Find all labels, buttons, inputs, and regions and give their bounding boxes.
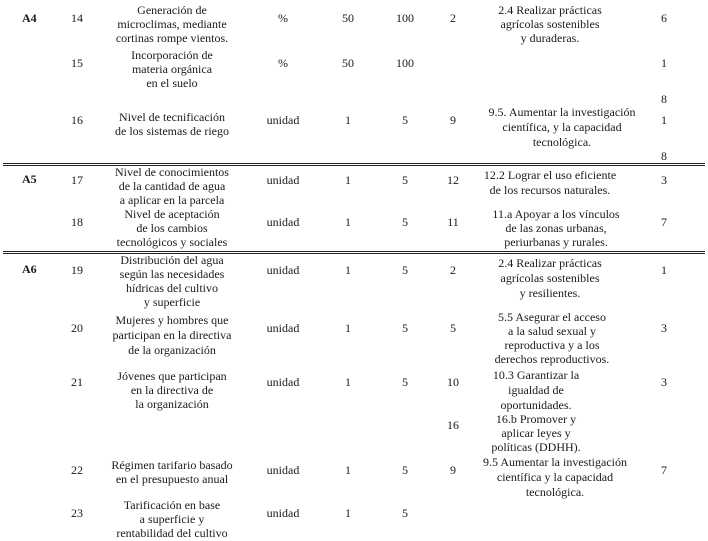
ods-target-line: 16.b Promover y (495, 412, 577, 426)
indicator-line: y superficie (143, 295, 201, 309)
score-value: 8 (661, 92, 667, 106)
max-value: 100 (396, 56, 414, 70)
section-rule-a6 (3, 251, 705, 254)
score-value: 7 (661, 463, 667, 477)
indicator-line: materia orgánica (131, 62, 213, 76)
max-value: 5 (402, 463, 408, 477)
row-number: 20 (71, 321, 83, 335)
ods-target-line: 12.2 Lograr el uso eficiente (483, 168, 617, 182)
unit-value: unidad (266, 375, 300, 389)
unit-value: unidad (266, 506, 300, 520)
ods-target-line: 2.4 Realizar prácticas (498, 256, 602, 270)
unit-value: unidad (266, 215, 300, 229)
unit-value: unidad (266, 113, 300, 127)
ods-target-line: a la salud sexual y (508, 324, 596, 338)
ods-target-line: 10.3 Garantizar la (492, 368, 580, 382)
ods-target-line: periurbanas y rurales. (504, 235, 608, 249)
ods-target-line: de las zonas urbanas, (505, 221, 607, 235)
indicator-line: de la organización (128, 343, 216, 357)
ods-number: 9 (450, 463, 456, 477)
indicator-line: tecnológicos y sociales (116, 235, 228, 249)
ods-target-line: 9.5. Aumentar la investigación (488, 105, 636, 119)
min-value: 1 (345, 506, 351, 520)
score-value: 1 (661, 263, 667, 277)
score-value: 1 (661, 113, 667, 127)
max-value: 5 (402, 321, 408, 335)
ods-target-line: 11.a Apoyar a los vínculos (492, 207, 620, 221)
score-value: 1 (661, 56, 667, 70)
min-value: 1 (345, 215, 351, 229)
indicator-line: participan en la directiva (112, 328, 232, 342)
unit-value: unidad (266, 463, 300, 477)
row-number: 16 (71, 113, 83, 127)
ods-target-line: 2.4 Realizar prácticas (498, 3, 602, 17)
ods-number: 2 (450, 11, 456, 25)
ods-target-line: científica, y la capacidad (502, 120, 622, 134)
ods-number: 11 (447, 215, 459, 229)
ods-number: 12 (447, 173, 459, 187)
unit-value: % (278, 11, 288, 25)
row-number: 18 (71, 215, 83, 229)
indicator-line: Incorporación de (131, 48, 213, 62)
indicator-line: Nivel de aceptación (124, 207, 220, 221)
indicator-line: cortinas rompe vientos. (115, 31, 229, 45)
ods-target-line: tecnológica. (525, 485, 585, 499)
score-value: 3 (661, 173, 667, 187)
min-value: 50 (342, 56, 354, 70)
indicator-line: de la cantidad de agua (118, 179, 226, 193)
min-value: 50 (342, 11, 354, 25)
ods-target-line: igualdad de (508, 383, 564, 397)
ods-target-line: agrícolas sostenibles (500, 271, 600, 285)
ods-number: 16 (447, 418, 459, 432)
indicator-line: la organización (135, 397, 209, 411)
max-value: 5 (402, 113, 408, 127)
min-value: 1 (345, 463, 351, 477)
ods-number: 9 (450, 113, 456, 127)
ods-target-line: aplicar leyes y (501, 426, 571, 440)
ods-target-line: 9.5 Aumentar la investigación (483, 455, 627, 469)
score-value: 7 (661, 215, 667, 229)
ods-number: 5 (450, 321, 456, 335)
row-number: 21 (71, 375, 83, 389)
indicator-line: Generación de (137, 3, 207, 17)
min-value: 1 (345, 321, 351, 335)
ods-target-line: 5.5 Asegurar el acceso (498, 310, 606, 324)
score-value: 3 (661, 321, 667, 335)
max-value: 100 (396, 11, 414, 25)
indicator-line: Jóvenes que participan (117, 369, 227, 383)
row-number: 23 (71, 506, 83, 520)
score-value: 3 (661, 375, 667, 389)
max-value: 5 (402, 215, 408, 229)
score-value: 8 (661, 149, 667, 163)
ods-target-line: y resilientes. (519, 286, 581, 300)
unit-value: unidad (266, 321, 300, 335)
indicator-line: Régimen tarifario basado (111, 458, 233, 472)
max-value: 5 (402, 375, 408, 389)
group-code: A5 (22, 172, 37, 186)
indicator-line: según las necesidades (119, 267, 225, 281)
ods-number: 2 (450, 263, 456, 277)
min-value: 1 (345, 375, 351, 389)
ods-target-line: políticas (DDHH). (491, 440, 581, 454)
indicator-line: a aplicar en la parcela (119, 193, 225, 207)
row-number: 15 (71, 56, 83, 70)
section-rule-a5 (3, 163, 705, 166)
indicator-line: de los sistemas de riego (115, 124, 229, 138)
ods-target-line: y duraderas. (520, 31, 580, 45)
min-value: 1 (345, 113, 351, 127)
ods-target-line: científica y la capacidad (496, 470, 614, 484)
indicator-line: microclimas, mediante (117, 17, 227, 31)
ods-target-line: agrícolas sostenibles (500, 17, 600, 31)
ods-target-line: tecnológica. (532, 135, 592, 149)
indicator-line: Nivel de tecnificación (119, 110, 225, 124)
row-number: 19 (71, 263, 83, 277)
ods-target-line: oportunidades. (500, 398, 572, 412)
indicator-line: en el suelo (146, 76, 198, 90)
row-number: 14 (71, 11, 83, 25)
min-value: 1 (345, 173, 351, 187)
ods-number: 10 (447, 375, 459, 389)
indicator-line: Mujeres y hombres que (115, 313, 229, 327)
row-number: 17 (71, 173, 83, 187)
group-code: A4 (22, 11, 37, 25)
indicator-line: de los cambios (136, 221, 208, 235)
max-value: 5 (402, 173, 408, 187)
max-value: 5 (402, 263, 408, 277)
indicator-line: hídricas del cultivo (126, 281, 218, 295)
indicator-line: en el presupuesto anual (115, 472, 229, 486)
ods-target-line: derechos reproductivos. (494, 352, 610, 366)
group-code: A6 (22, 262, 37, 276)
indicator-line: Nivel de conocimientos (115, 165, 229, 179)
unit-value: unidad (266, 173, 300, 187)
indicator-line: en la directiva de (130, 383, 214, 397)
unit-value: % (278, 56, 288, 70)
min-value: 1 (345, 263, 351, 277)
score-value: 6 (661, 11, 667, 25)
indicator-line: Tarificación en base (123, 498, 221, 512)
row-number: 22 (71, 463, 83, 477)
indicator-line: rentabilidad del cultivo (116, 526, 228, 540)
ods-target-line: reproductiva y a los (504, 338, 600, 352)
indicator-line: Distribución del agua (120, 253, 224, 267)
unit-value: unidad (266, 263, 300, 277)
ods-target-line: de los recursos naturales. (489, 183, 611, 197)
max-value: 5 (402, 506, 408, 520)
indicator-line: a superficie y (139, 512, 205, 526)
